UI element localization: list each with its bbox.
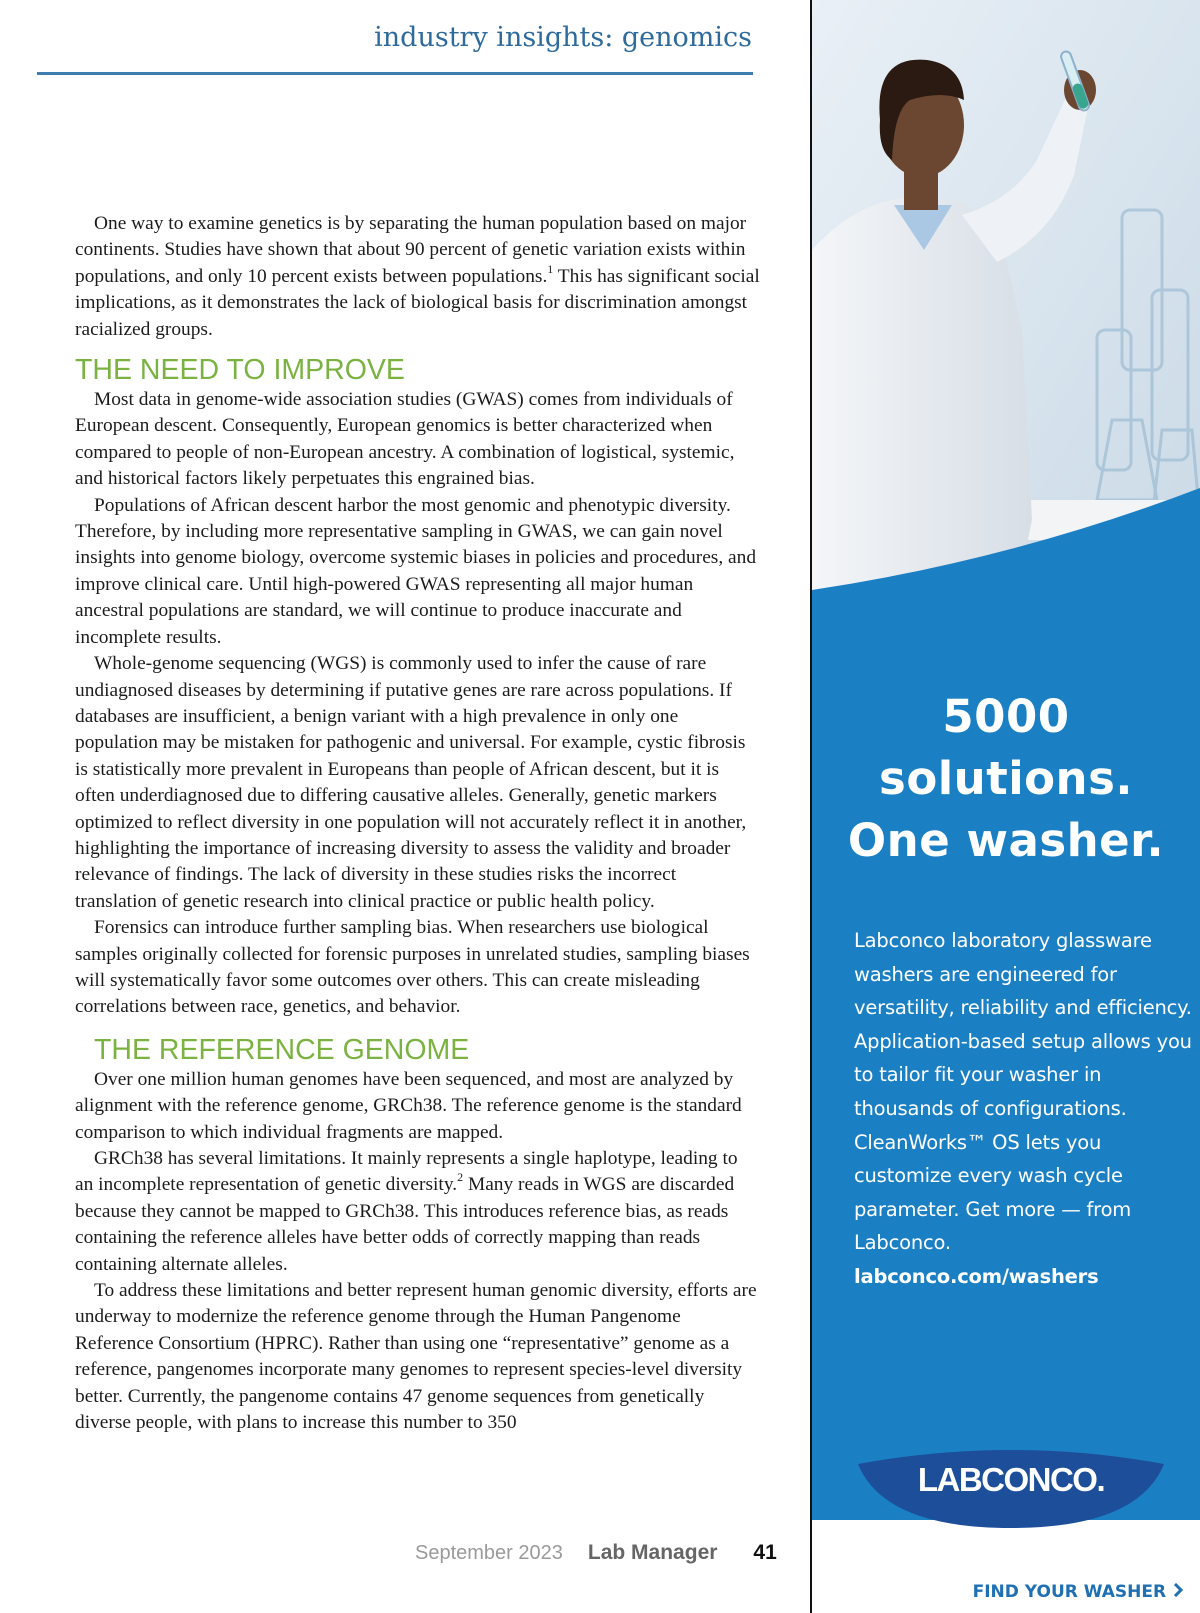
paragraph: Forensics can introduce further sampling bias. When researchers use biological samples originally collected for forensic purposes in unrelated studies, sampling biases will systematically favor some outcomes over others. This can create misleading correlations between race, genetics, and behavior. (75, 917, 750, 1018)
ad-body-copy: Labconco laboratory glassware washers are engineered for versatility, reliability and efficiency. Application-based setup allows you to tailor fit your washer in thousands of configurations. CleanWorks™ OS lets you customize every wash cycle parameter. Get more — from Labconco. labconco.com/washers (854, 924, 1194, 1294)
page-number: 41 (753, 1541, 777, 1564)
header-rule (37, 72, 753, 75)
chevron-right-icon (1172, 1582, 1184, 1602)
paragraph: Over one million human genomes have been sequenced, and most are analyzed by alignment with the reference genome, GRCh38. The reference genome is the standard comparison to which individual fragments are mapped. (75, 1068, 742, 1143)
page-footer (415, 1541, 777, 1571)
heading-reference-genome: THE REFERENCE GENOME (94, 1033, 470, 1066)
intro-paragraph: One way to examine genetics is by separating the human population based on major continents. Studies have shown that about 90 percent of genetic variation exists within populations, and only 10 percent exists between populations.$^1$ This has significant social implications, as it demonstrates the lack of biological basis for discrimination amongst racialized groups. (75, 213, 760, 340)
heading-need-to-improve: THE NEED TO IMPROVE (75, 354, 405, 387)
footnote-marker: 2 (457, 1170, 464, 1185)
ad-url-link[interactable]: labconco.com/washers (854, 1264, 1099, 1288)
paragraph: Populations of African descent harbor the most genomic and phenotypic diversity. Therefore, by including more representative sampling in GWAS, we can gain novel insights into genome biology, overcome systemic biases in policies and procedures, and improve clinical care. Until high-powered GWAS representing all major human ancestral populations are standard, we will continue to produce inaccurate and incomplete results. (75, 494, 757, 648)
labconco-logo: LABCONCO. (917, 1461, 1105, 1498)
paragraph: To address these limitations and better represent human genomic diversity, efforts are underway to modernize the reference genome through the Human Pangenome Reference Consortium (HPRC). Rather than using one “representative” genome as a reference, pangenomes incorporate many genomes to represent species-level diversity better. Currently, the pangenome contains 47 genome sequences from genetically diverse people, with plans to increase this number to 350 (75, 1280, 757, 1434)
magazine-name: Lab Manager (587, 1541, 718, 1564)
article-body (75, 211, 760, 1436)
section-tag: industry insights: genomics (374, 22, 752, 53)
paragraph: Whole-genome sequencing (WGS) is commonly used to infer the cause of rare undiagnosed diseases by determining if putative genes are rare across populations. If databases are insufficient, a benign variant with a high prevalence in only one population may be mistaken for pathogenic and universal. For example, cystic fibrosis is statistically more prevalent in Europeans than people of African descent, but it is often underdiagnosed due to differing causative alleles. Generally, genetic markers optimized to reflect diversity in one population will not accurately reflect it in another, highlighting the importance of increasing diversity to assess the validity and broader relevance of findings. The lack of diversity in these studies risks the incorrect translation of genetic research into clinical practice or public health policy. (75, 653, 747, 912)
issue-date: September 2023 (415, 1542, 563, 1564)
paragraph: Most data in genome-wide association studies (GWAS) comes from individuals of European descent. Consequently, European genomics is better characterized when compared to people of non-European ancestry. A combination of logistical, systemic, and historical factors likely perpetuates this engrained bias. (75, 389, 735, 490)
ad-headline: 5000 solutions. One washer. (847, 690, 1165, 867)
paragraph: GRCh38 has several limitations. It mainly represents a single haplotype, leading to an incomplete representation of genetic diversity.$^2$ Many reads in WGS are discarded because they cannot be mapped to GRCh38. This introduces reference bias, as reads containing the reference alleles have better odds of correctly mapping than reads containing alternate alleles. (75, 1148, 738, 1275)
labconco-ad[interactable] (812, 0, 1200, 1613)
find-your-washer-link[interactable]: FIND YOUR WASHER (973, 1582, 1184, 1602)
footnote-marker: 1 (547, 261, 554, 276)
